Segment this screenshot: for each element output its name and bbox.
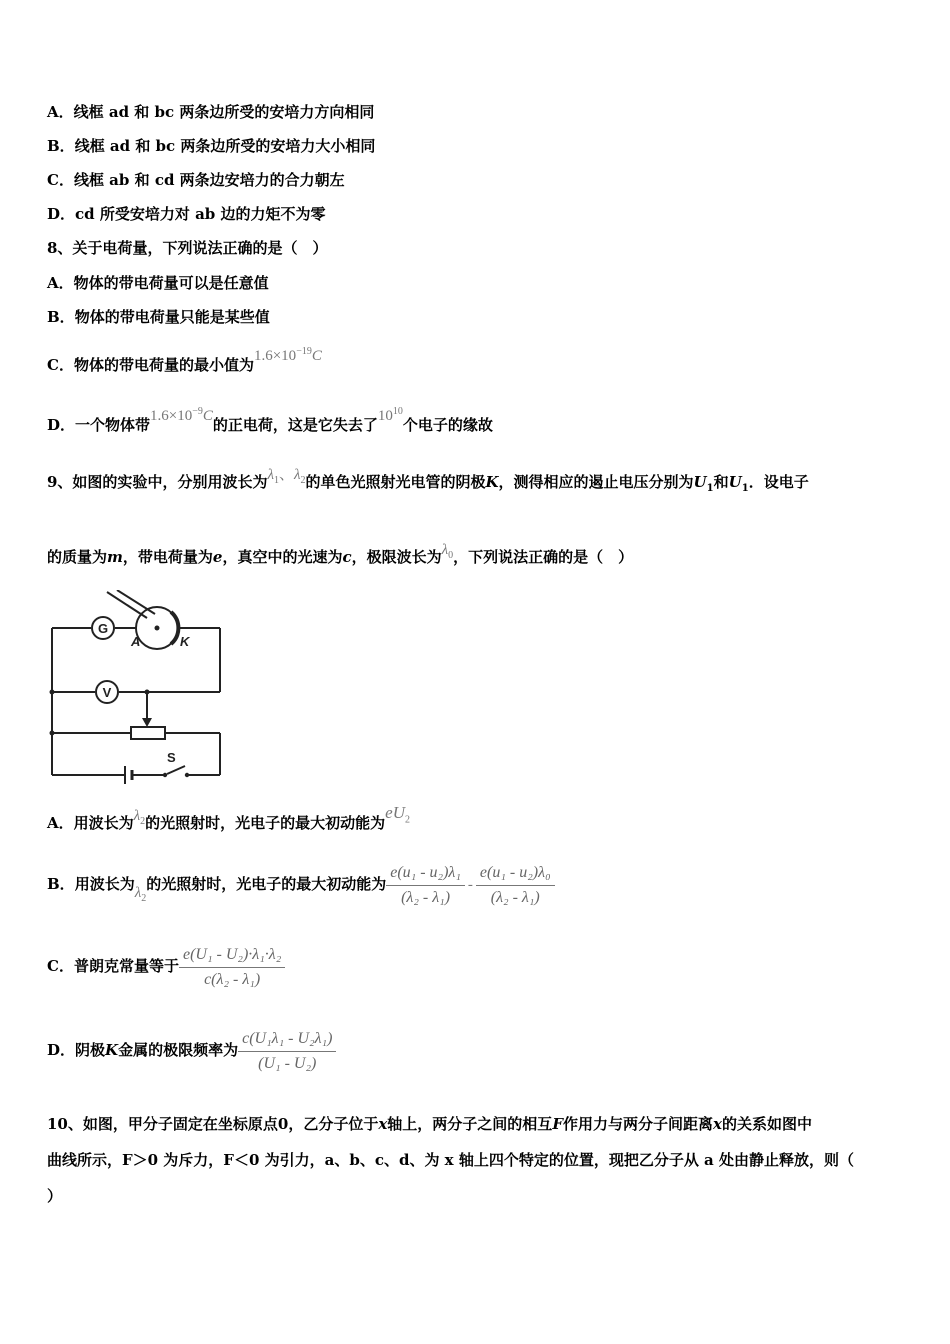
fraction	[179, 945, 285, 990]
photoelectric-circuit-figure	[47, 590, 237, 785]
math-exponent: 10	[392, 406, 403, 417]
stem-text: ，下列说法正确的是（ ）	[453, 548, 634, 566]
label-v: V	[102, 685, 112, 700]
stem-text: 和	[713, 473, 729, 491]
q9-option-d	[47, 1026, 336, 1074]
option-label: D．	[47, 205, 76, 223]
stem-text: 9、如图的实验中，分别用波长为	[47, 473, 268, 491]
var-subscript: 1	[706, 483, 714, 494]
option-text: cd 所受安培力对 ab 边的力矩不为零	[75, 205, 326, 223]
fraction-denominator: (λ₂ - λ₁)	[490, 888, 540, 906]
var-m: m	[107, 548, 123, 566]
fraction-denominator: (λ₂ - λ₁)	[401, 888, 451, 906]
fraction-numerator: e(u₁ - u₂)λ₁	[386, 863, 465, 886]
var-k: K	[485, 473, 499, 491]
separator: 、	[278, 467, 294, 483]
option-label: B．	[47, 137, 75, 155]
var-u: U	[728, 473, 742, 491]
var-x: x	[712, 1115, 722, 1133]
stem-text: 的关系如图中	[721, 1115, 812, 1133]
option-label: A．	[47, 274, 74, 292]
fraction	[238, 1029, 336, 1074]
q9-option-c	[47, 942, 285, 990]
label-s: S	[167, 750, 176, 765]
var-c: c	[342, 548, 352, 566]
option-label: C．	[47, 356, 74, 374]
stem-text: 轴上，两分子之间的相互	[387, 1115, 553, 1133]
option-text: 线框 ad 和 bc 两条边所受的安培力方向相同	[73, 103, 375, 121]
fraction-1	[386, 863, 465, 908]
answer-subscript: 2	[405, 814, 410, 826]
stem-text: 10、如图，甲分子固定在坐标原点	[47, 1115, 278, 1133]
lambda-subscript: 2	[140, 816, 146, 827]
minus-sign: -	[467, 877, 473, 893]
q10-stem-line2: 曲线所示，F＞0 为斥力，F＜0 为引力，a、b、c、d、为 x 轴上四个特定的位置，现把乙分子从 a 处由静止释放，则（	[47, 1151, 855, 1169]
stem-text: ，带电荷量为	[122, 548, 213, 566]
slider-arrow-icon	[142, 718, 152, 727]
option-text: 的光照射时，光电子的最大初动能为	[146, 875, 387, 893]
stem-text: ．设电子	[748, 473, 809, 491]
fraction-denominator: (U₁ - U₂)	[258, 1054, 317, 1072]
option-label: B．	[47, 308, 75, 326]
q8-option-c	[47, 346, 322, 376]
lambda-symbol: λ	[441, 542, 449, 558]
q8-option-a	[47, 273, 269, 293]
lambda-subscript: 2	[141, 893, 147, 904]
lambda-symbol: λ	[134, 885, 142, 901]
option-label: D．	[47, 416, 76, 434]
var-subscript: 1	[741, 483, 749, 494]
switch-icon	[167, 766, 185, 774]
option-text: 个电子的缘故	[402, 416, 493, 434]
q7-option-c	[47, 170, 345, 190]
stem-text: ，测得相应的遏止电压分别为	[498, 473, 694, 491]
var-e: e	[212, 548, 223, 566]
var-f: F	[552, 1115, 563, 1133]
math-unit: C	[311, 348, 322, 364]
stem-text: 的单色光照射光电管的阴极	[305, 473, 486, 491]
answer-expression: eU	[385, 803, 405, 822]
option-text: 普朗克常量等于	[73, 957, 179, 975]
math-value: 1.6×10	[150, 408, 193, 424]
q7-option-d	[47, 204, 326, 224]
label-k: K	[180, 634, 190, 649]
option-text: 线框 ab 和 cd 两条边安培力的合力朝左	[73, 171, 345, 189]
option-text: 金属的极限频率为	[118, 1041, 239, 1059]
q8-option-b	[47, 307, 270, 327]
stem-text: 作用力与两分子间距离	[562, 1115, 713, 1133]
label-g: G	[97, 621, 109, 636]
option-text: 物体的带电荷量只能是某些值	[74, 308, 270, 326]
q10-stem-line1	[47, 1114, 812, 1134]
option-label: A．	[47, 103, 74, 121]
stem-text: 的质量为	[47, 548, 108, 566]
lambda-symbol: λ	[293, 467, 301, 483]
q9-stem-line2	[47, 542, 634, 574]
fraction-numerator: e(U₁ - U₂)·λ₁·λ₂	[179, 945, 285, 968]
option-label: C．	[47, 171, 74, 189]
stem-text: ，极限波长为	[351, 548, 442, 566]
option-label: C．	[47, 957, 74, 975]
q10-stem-line3: ）	[47, 1187, 63, 1205]
q7-option-b	[47, 136, 375, 156]
stem-text: ，真空中的光速为	[222, 548, 343, 566]
var-k: K	[105, 1041, 119, 1059]
fraction-numerator: c(U₁λ₁ - U₂λ₁)	[238, 1029, 336, 1052]
fraction-numerator: e(u₁ - u₂)λ₀	[476, 863, 555, 886]
lambda-symbol: λ	[133, 808, 141, 824]
stem-text: ，乙分子位于	[288, 1115, 379, 1133]
option-text: 的正电荷，这是它失去了	[212, 416, 378, 434]
fraction-2	[476, 863, 555, 908]
lambda-subscript: 0	[448, 550, 454, 561]
cathode-arc	[171, 612, 178, 644]
var-x: x	[378, 1115, 388, 1133]
math-unit: C	[202, 408, 213, 424]
option-text: 一个物体带	[75, 416, 151, 434]
option-label: B．	[47, 875, 75, 893]
q9-stem-line1	[47, 467, 809, 499]
var-o: 0	[277, 1115, 289, 1133]
lambda-subscript: 2	[300, 475, 306, 486]
q8-option-d	[47, 406, 493, 436]
q7-option-a	[47, 102, 374, 122]
option-text: 阴极	[75, 1041, 106, 1059]
math-value: 10	[377, 408, 393, 424]
var-u: U	[693, 473, 707, 491]
math-exponent: −9	[192, 406, 203, 417]
rheostat-icon	[131, 727, 165, 739]
option-text: 的光照射时，光电子的最大初动能为	[145, 814, 386, 832]
math-exponent: −19	[296, 346, 312, 357]
q9-option-a	[47, 803, 410, 840]
option-text: 用波长为	[73, 814, 134, 832]
option-text: 物体的带电荷量可以是任意值	[73, 274, 269, 292]
option-label: A．	[47, 814, 74, 832]
math-value: 1.6×10	[253, 348, 297, 364]
q8-stem: 8、关于电荷量，下列说法正确的是（ ）	[47, 239, 328, 257]
option-label: D．	[47, 1041, 76, 1059]
lambda-subscript: 1	[273, 475, 279, 486]
label-a: A	[131, 634, 141, 649]
fraction-denominator: c(λ₂ - λ₁)	[204, 970, 261, 988]
option-text: 用波长为	[74, 875, 135, 893]
lambda-symbol: λ	[267, 467, 274, 483]
option-text: 物体的带电荷量的最小值为	[73, 356, 254, 374]
option-text: 线框 ad 和 bc 两条边所受的安培力大小相同	[74, 137, 376, 155]
q9-option-b	[47, 860, 555, 915]
